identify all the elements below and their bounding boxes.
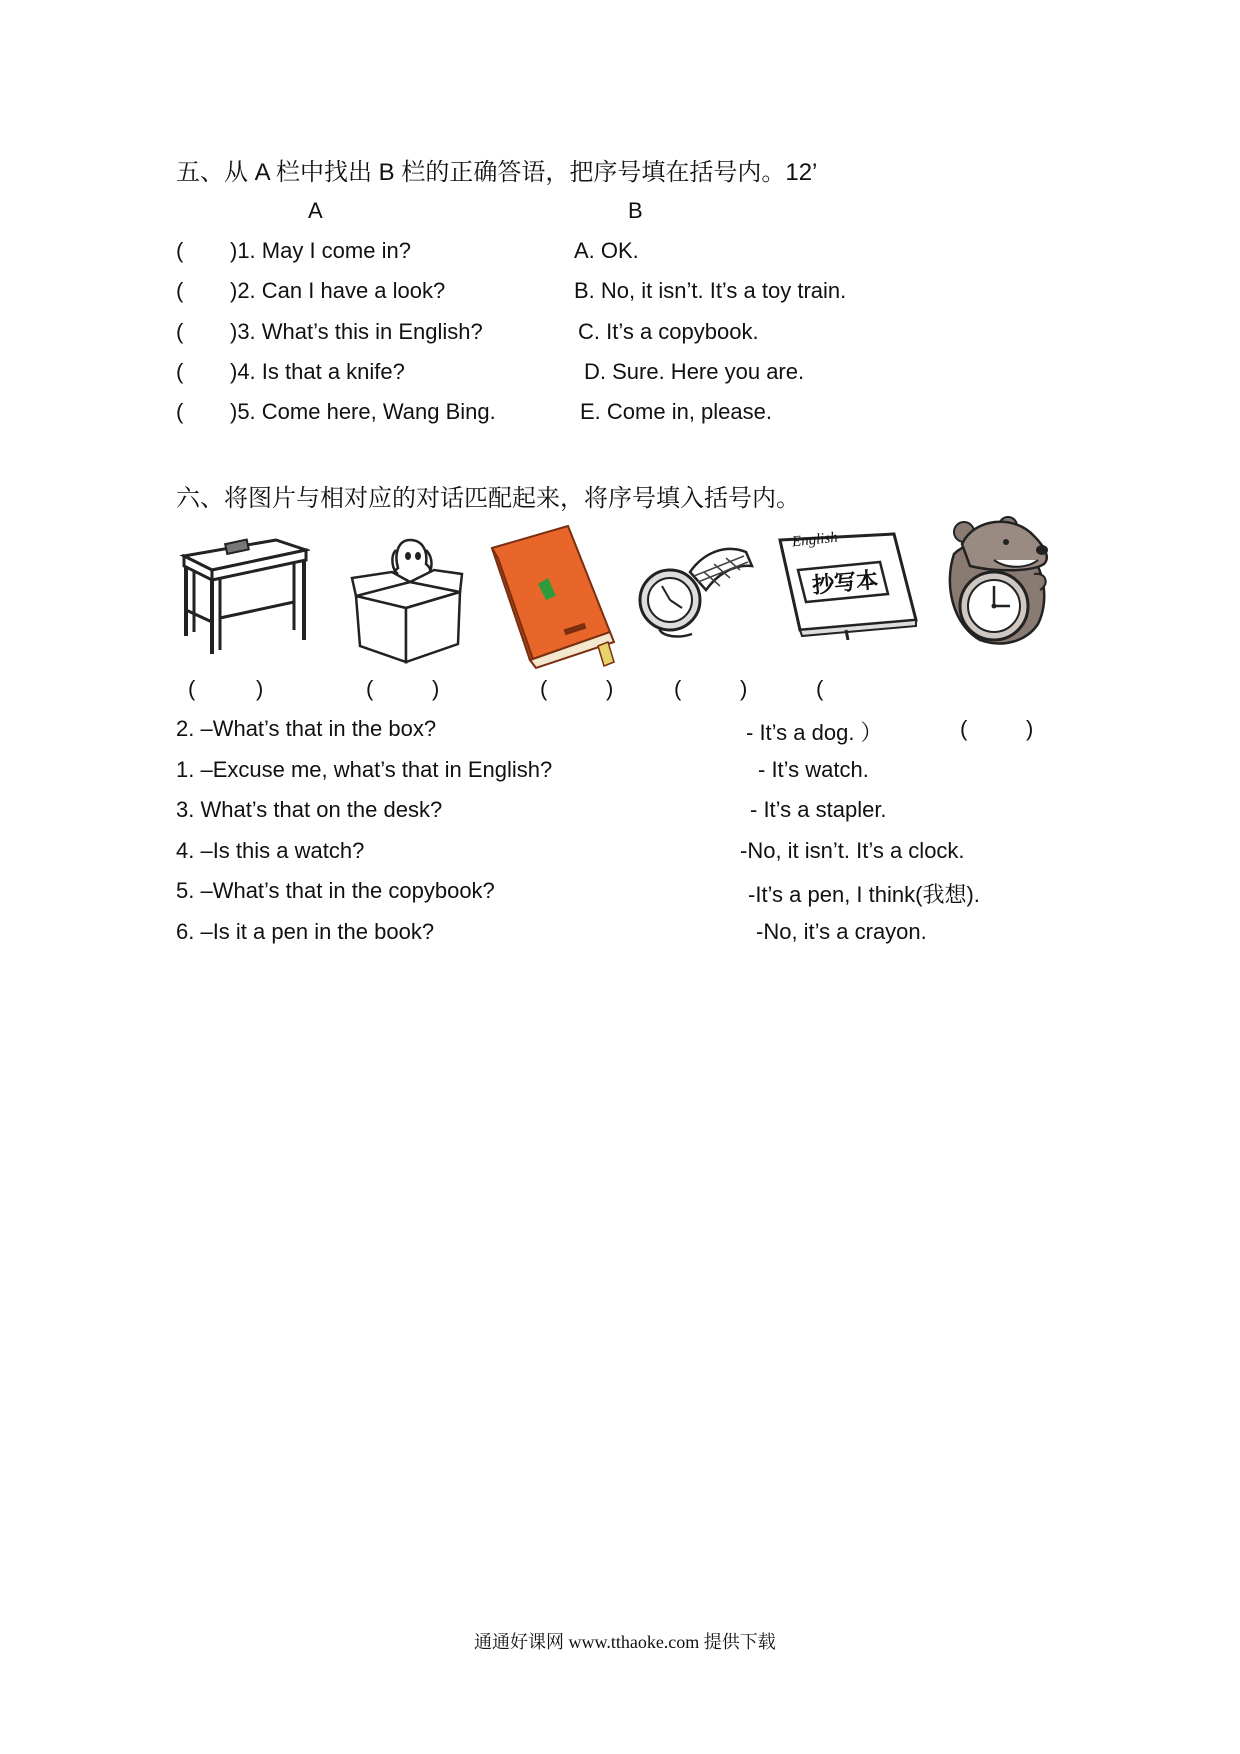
question-text: )1. May I come in? <box>230 238 411 263</box>
column-b-label: B <box>628 198 643 223</box>
answer-blank-open[interactable]: ( <box>176 399 184 424</box>
dog-in-box-image <box>350 534 466 666</box>
footer-credit: 通通好课网 www.tthaoke.com 提供下载 <box>474 1632 776 1652</box>
dialogue-answer: - It’s a stapler. <box>750 797 887 822</box>
dialogue-question: 6. –Is it a pen in the book? <box>176 919 435 944</box>
answer-blank-open[interactable]: ( <box>176 238 184 263</box>
picture-blank-close: ) <box>1026 716 1034 741</box>
book-image <box>486 522 618 670</box>
watch-image <box>634 542 754 642</box>
dialogue-answer: -No, it’s a crayon. <box>756 919 927 944</box>
picture-blank-close: ) <box>432 676 440 701</box>
answer-option: C. It’s a copybook. <box>578 319 759 344</box>
answer-blank-open[interactable]: ( <box>176 278 184 303</box>
answer-blank-open[interactable]: ( <box>176 359 184 384</box>
answer-blank-open[interactable]: ( <box>176 319 184 344</box>
dialogue-answer: -No, it isn’t. It’s a clock. <box>740 838 965 863</box>
picture-blank-open[interactable]: ( <box>366 676 374 701</box>
picture-blank-close: ) <box>606 676 614 701</box>
answer-option: D. Sure. Here you are. <box>584 359 805 384</box>
picture-blank-open[interactable]: ( <box>674 676 682 701</box>
picture-blank-close: ) <box>256 676 264 701</box>
dialogue-answer: - It’s a dog. ） <box>746 720 883 745</box>
dialogue-answer: - It’s watch. <box>758 757 869 782</box>
dialogue-question: 2. –What’s that in the box? <box>176 716 437 741</box>
question-text: )2. Can I have a look? <box>230 278 446 303</box>
picture-blank-open[interactable]: ( <box>540 676 548 701</box>
clock-bear-image <box>934 514 1058 648</box>
answer-option: E. Come in, please. <box>580 399 772 424</box>
picture-blank-close: ) <box>740 676 748 701</box>
section5-heading: 五、从 A 栏中找出 B 栏的正确答语，把序号填在括号内。12’ <box>176 159 818 186</box>
picture-blank-open[interactable]: ( <box>188 676 196 701</box>
picture-blank-open[interactable]: ( <box>816 676 824 701</box>
dialogue-question: 5. –What’s that in the copybook? <box>176 878 495 903</box>
copybook-cover-label: 抄写本 <box>811 568 880 599</box>
dialogue-question: 1. –Excuse me, what’s that in English? <box>176 757 553 782</box>
dialogue-question: 3. What’s that on the desk? <box>176 797 443 822</box>
column-a-label: A <box>308 198 323 223</box>
answer-option: B. No, it isn’t. It’s a toy train. <box>574 278 847 303</box>
copybook-cover-title: English <box>791 529 839 551</box>
question-text: )4. Is that a knife? <box>230 359 405 384</box>
question-text: )3. What’s this in English? <box>230 319 483 344</box>
desk-image <box>176 536 310 658</box>
dialogue-answer: -It’s a pen, I think(我想). <box>748 882 980 907</box>
answer-option: A. OK. <box>574 238 639 263</box>
question-text: )5. Come here, Wang Bing. <box>230 399 496 424</box>
dialogue-question: 4. –Is this a watch? <box>176 838 365 863</box>
picture-blank-open[interactable]: ( <box>960 716 968 741</box>
section6-heading: 六、将图片与相对应的对话匹配起来，将序号填入括号内。 <box>176 485 800 512</box>
